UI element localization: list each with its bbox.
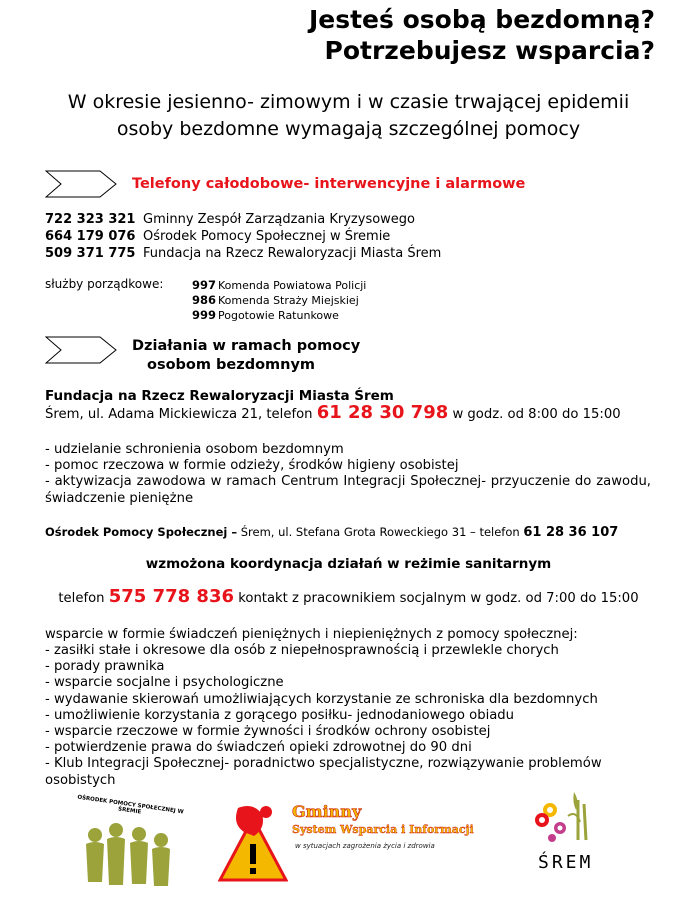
service-number: 997 [192, 278, 217, 292]
ops-name: Ośrodek Pomocy Społecznej – [45, 525, 238, 539]
title-line-2: Potrzebujesz wsparcia? [324, 36, 655, 65]
foundation-hours: w godz. od 8:00 do 15:00 [452, 407, 621, 422]
arrow-icon [45, 336, 117, 364]
ops-contact-line [0, 586, 697, 608]
page-title [309, 4, 655, 66]
support-list [45, 643, 635, 789]
foundation-services-list [45, 442, 651, 507]
list-item: - wydawanie skierowań umożliwiających korzystanie ze schroniska dla bezdomnych [45, 691, 598, 707]
srem-flowers-icon [528, 788, 608, 848]
gsw-tagline: w sytuacjach zagrożenia życia i zdrowia [295, 842, 435, 850]
ops-tel-label: telefon [58, 591, 105, 606]
hotline-name: Gminny Zespół Zarządzania Kryzysowego [143, 212, 416, 227]
list-item: - Klub Integracji Społecznej- poradnictwo specjalistyczne, rozwiązywanie problemów osobistych [45, 756, 602, 788]
foundation-phone: 61 28 30 798 [316, 402, 449, 423]
list-item: - aktywizacja zawodowa w ramach Centrum Integracji Społecznej- przyuczenie do zawodu, świadczenie pieniężne [45, 474, 651, 506]
hotline-phone: 664 179 076 [45, 229, 136, 244]
hotline-phone: 722 323 321 [45, 212, 136, 227]
service-number: 999 [192, 308, 217, 322]
warning-triangle-icon [218, 802, 288, 884]
subtitle-line-2: osoby bezdomne wymagają szczególnej pomocy [116, 118, 581, 140]
foundation-address [45, 402, 621, 424]
list-item: - pomoc rzeczowa w formie odzieży, środków higieny osobistej [45, 458, 459, 474]
actions-heading-line-1: Działania w ramach pomocy [132, 338, 361, 354]
hotline-name: Fundacja na Rzecz Rewaloryzacji Miasta Śrem [143, 246, 442, 261]
services-label: służby porządkowe: [45, 277, 164, 291]
gsw-subtitle: System Wsparcia i Informacji [292, 823, 474, 836]
service-name: Pogotowie Ratunkowe [218, 309, 339, 322]
service-name: Komenda Straży Miejskiej [218, 294, 359, 307]
service-name: Komenda Powiatowa Policji [218, 279, 367, 292]
support-intro: wsparcie w formie świadczeń pieniężnych i niepieniężnych z pomocy społecznej: [45, 627, 578, 642]
hotlines-heading: Telefony całodobowe- interwencyjne i alarmowe [132, 176, 526, 192]
ops-tel-number: 575 778 836 [108, 586, 234, 607]
list-item: - udzielanie schronienia osobom bezdomnym [45, 442, 344, 457]
hotline-phone: 509 371 775 [45, 246, 136, 261]
hotlines-list [45, 211, 441, 262]
foundation-address-text: Śrem, ul. Adama Mickiewicza 21, telefon [45, 407, 313, 422]
ops-address: Śrem, ul. Stefana Grota Roweckiego 31 – telefon [240, 525, 520, 539]
ops-tel-hours: kontakt z pracownikiem socjalnym w godz. od 7:00 do 15:00 [238, 591, 639, 606]
list-item: - zasiłki stałe i okresowe dla osób z niepełnosprawnością i przewlekle chorych [45, 643, 559, 658]
foundation-name: Fundacja na Rzecz Rewaloryzacji Miasta Śrem [45, 388, 394, 404]
hotline-row [45, 228, 441, 245]
srem-logo-text: ŚREM [538, 852, 594, 873]
service-row [192, 293, 366, 308]
service-row [192, 278, 366, 293]
hotline-name: Ośrodek Pomocy Społecznej w Śremie [143, 229, 391, 244]
hotline-row [45, 211, 441, 228]
actions-heading [132, 337, 360, 375]
actions-heading-line-2: osobom bezdomnym [147, 357, 316, 373]
arrow-icon [45, 170, 117, 198]
coordination-note: wzmożona koordynacja działań w reżimie sanitarnym [145, 556, 552, 572]
hotline-row [45, 245, 441, 262]
service-row [192, 308, 366, 323]
subtitle [0, 89, 697, 143]
ops-logo [68, 794, 188, 895]
list-item: - umożliwienie korzystania z gorącego posiłku- jednodaniowego obiadu [45, 707, 515, 723]
ops-line [45, 525, 618, 540]
service-number: 986 [192, 293, 217, 307]
title-line-1: Jesteś osobą bezdomną? [308, 5, 655, 34]
ops-phone: 61 28 36 107 [523, 525, 619, 540]
ops-logo-text: OŚRODEK POMOCY SPOŁECZNEJ W ŚREMIE [76, 794, 184, 816]
list-item: - wsparcie rzeczowe w formie żywności i środków ochrony osobistej [45, 724, 491, 740]
subtitle-line-1: W okresie jesienno- zimowym i w czasie trwającej epidemii [67, 91, 630, 113]
gsw-title: Gminny [292, 802, 362, 821]
list-item: - porady prawnika [45, 659, 165, 675]
list-item: - wsparcie socjalne i psychologiczne [45, 675, 284, 691]
list-item: - potwierdzenie prawa do świadczeń opieki zdrowotnej do 90 dni [45, 740, 472, 756]
services-list [192, 278, 366, 323]
gsw-logo [292, 803, 474, 850]
